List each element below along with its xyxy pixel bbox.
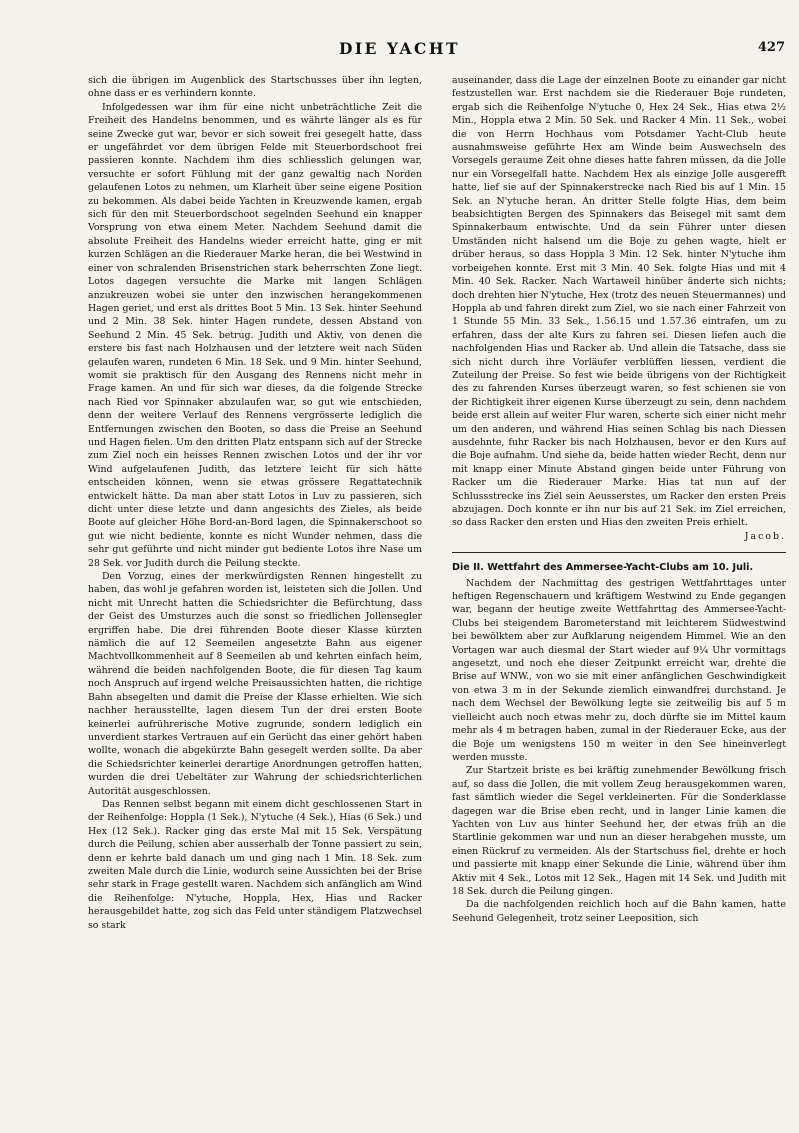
paragraph: auseinander, dass die Lage der einzelnen Boote zu einander gar nicht festzustellen war. Erst nachdem sie die Riederauer Boje rundeten, ergab sich die Reihenfolge N'ytuche 0, Hex 24 Sek., Hias etwa 2½ Min., Hoppla etwa 2 Min. 50 Sek. und Racker 4 Min. 11 Sek., wobei die von Herrn Hochhaus vom Potsdamer Yacht-Club heute ausnahmsweise geführte Hex am Winde beim Auswechseln des Vorsegels geraume Zeit ohne dieses hatte fahren müssen, da die Jolle nur ein Vorsegelfall hatte. Nachdem Hex als einzige Jolle ausgerefft hatte, lief sie auf der Spinnakerstrecke nach Ried bis auf 1 Min. 15 Sek. an N'ytuche heran. An dritter Stelle folgte Hias, dem beim beabsichtigten Bergen des Spinnakers das Beisegel mit samt dem Spinnakerbaum entwischte. Und da sein Führer unter diesen Umständen nicht halsend um die Boje zu gehen wagte, hielt er drüber heraus, so dass Hoppla 3 Min. 12 Sek. hinter N'ytuche ihm vorbeigehen konnte. Erst mit 3 Min. 40 Sek. folgte Hias und mit 4 Min. 40 Sek. Racker. Nach Wartaweil hinüber änderte sich nichts; doch drehten hier N'ytuche, Hex (trotz des neuen Steuermannes) und Hoppla ab und fahren direkt zum Ziel, wo sie nach einer Fahrzeit von 1 Stunde 55 Min. 33 Sek., 1.56.15 und 1.57.36 eintrafen, um zu erfahren, dass der alte Kurs zu fahren sei. Diesen liefen auch die nachfolgenden Hias und Racker ab. Und allein die Tatsache, dass sie sich nicht durch ihre Vorläufer verblüffen liessen, verdient die Zuteilung der Preise. So fest wie beide übrigens von der Richtigkeit des zu fahrenden Kurses überzeugt waren, so fest schienen sie von der Richtigkeit ihrer eigenen Kurse überzeugt zu sein, denn nachdem beide erst allein auf weiter Flur waren, scherte sich einer nicht mehr um den anderen, und während Hias seinen Schlag bis nach Diessen ausdehnte, fuhr Racker bis nach Holzhausen, bevor er den Kurs auf die Boje aufnahm. Und siehe da, beide hatten wieder Recht, denn nur mit knapp einer Minute Abstand gingen beide unter Führung von Racker um die Riederauer Marke. Hias tat nun auf der Schlussstrecke ins Ziel sein Aeusserstes, um Racker den ersten Preis abzujagen. Doch konnte er ihn nur bis auf 21 Sek. im Ziel erreichen, so dass Racker den ersten und Hias den zweiten Preis erhielt. — [452, 75, 786, 529]
section-heading: Die II. Wettfahrt des Ammersee-Yacht-Clubs am 10. Juli. — [452, 562, 754, 574]
paragraph: Zur Startzeit briste es bei kräftig zunehmender Bewölkung frisch auf, so dass die Jollen, die mit vollem Zeug herausgekommen waren, fast sämtlich wieder die Segel verkleinerten. Für die Sonderklasse dagegen war die Brise eben recht, und in langer Linie kamen die Yachten von Luv aus hinter Seehund her, der etwas früh an die Startlinie gekommen war und nun an dieser herabgehen musste, um einen Rückruf zu vermeiden. Als der Startschuss fiel, drehte er hoch und passierte mit knapp einer Sekunde die Linie, während über ihm Aktiv mit 4 Sek., Lotos mit 12 Sek., Hagen mit 14 Sek. und Judith mit 18 Sek. durch die Peilung gingen. — [452, 765, 786, 897]
paragraph: Da die nachfolgenden reichlich hoch auf die Bahn kamen, hatte Seehund Gelegenheit, trotz seiner Leeposition, sich — [452, 899, 786, 924]
running-header-title: DIE YACHT — [338, 39, 461, 58]
author-signature: Jacob. — [744, 530, 786, 542]
paragraph: Infolgedessen war ihm für eine nicht unbeträchtliche Zeit die Freiheit des Handelns benommen, und es währte länger als es für seine Zwecke gut war, bevor er sich soweit frei gesegelt hatte, dass er ungefährdet vor dem übrigen Felde mit Steuerbordschoot frei passieren konnte. Nachdem ihm dies schliesslich gelungen war, versuchte er sofort Fühlung mit der ganz gewaltig nach Norden gelaufenen Lotos zu nehmen, um Klarheit über seine eigene Position zu bekommen. Als dabei beide Yachten in Kreuzwende kamen, ergab sich für den mit Steuerbordschoot segelnden Seehund ein knapper Vorsprung von etwa einem Meter. Nachdem Seehund damit die absolute Freiheit des Handelns wieder erreicht hatte, ging er mit kurzen Schlägen an die Riederauer Marke heran, die bei Westwind in einer von schralenden Brisenstrichen stark beherrschten Zone liegt. Lotos dagegen versuchte die Marke mit langen Schlägen anzukreuzen wobei sie unter den inzwischen herangekommenen Hagen geriet, und erst als drittes Boot 5 Min. 13 Sek. hinter Seehund und 2 Min. 38 Sek. hinter Hagen rundete, dessen Abstand von Seehund 2 Min. 45 Sek. betrug. Judith und Aktiv, von denen die erstere bis fast nach Holzhausen und der letztere weit nach Süden gelaufen waren, rundeten 6 Min. 18 Sek. und 9 Min. hinter Seehund, womit sie praktisch für den Ausgang des Rennens nicht mehr in Frage kamen. An und für sich war dieses, da die folgende Strecke nach Ried vor Spinnaker abzulaufen war, so gut wie entschieden, denn der weitere Verlauf des Rennens vergrösserte lediglich die Entfernungen zwischen den Booten, so dass die Preise an Seehund und Hagen fielen. Um den dritten Platz entspann sich auf der Strecke zum Ziel noch ein heisses Rennen zwischen Lotos und der ihr vor Wind aufgelaufenen Judith, das letztere leicht für sich hätte entscheiden können, wenn sie etwas grössere Regattatechnik entwickelt hätte. Da man aber statt Lotos in Luv zu passieren, sich dicht unter diese letzte und dann angesichts des Zieles, als beide Boote auf gleicher Höhe Bord-an-Bord lagen, die Spinnakerschoot so gut wie nicht bediente, konnte es nicht Wunder nehmen, dass die sehr gut geführte und nicht minder gut bediente Lotos ihre Nase um 28 Sek. vor Judith durch die Peilung steckte. — [88, 101, 422, 569]
section-divider — [452, 552, 786, 553]
right-column — [452, 74, 786, 1126]
paragraph: sich die übrigen im Augenblick des Startschusses über ihn legten, ohne dass er es verhindern konnte. — [88, 75, 422, 100]
paragraph: Nachdem der Nachmittag des gestrigen Wettfahrttages unter heftigen Regenschauern und kräftigem Westwind zu Ende gegangen war, begann der heutige zweite Wettfahrttag des Ammersee-Yacht-Clubs bei steigendem Barometerstand mit leichterem Südwestwind bei bewölktem aber zur Aufklarung neigendem Himmel. Wie an den Vortagen war auch diesmal der Start wieder auf 9¼ Uhr vormittags angesetzt, und noch ehe dieser Zeitpunkt erreicht war, drehte die Brise auf WNW., von wo sie mit einer anfänglichen Geschwindigkeit von etwa 3 m in der Sekunde ziemlich einwandfrei durchstand. Je nach dem Wechsel der Bewölkung legte sie zeitweilig bis auf 5 m vielleicht auch noch etwas mehr zu, doch dürfte sie im Mittel kaum mehr als 4 m betragen haben, zumal in der Riederauer Ecke, aus der die Boje um wenigstens 150 m weiter in den See hineinverlegt werden musste. — [452, 577, 786, 763]
paragraph: Den Vorzug, eines der merkwürdigsten Rennen hingestellt zu haben, das wohl je gefahren worden ist, leisteten sich die Jollen. Und nicht mit Unrecht hatten die Schiedsrichter die Befürchtung, dass der Geist des Umsturzes auch die sonst so friedlichen Jollensegler ergriffen habe. Die drei führenden Boote dieser Klasse kürzten nämlich die auf 12 Seemeilen angesetzte Bahn aus eigener Machtvollkommenheit auf 8 Seemeilen ab und kehrten einfach heim, während die beiden nachfolgenden Boote, die für diesen Tag kaum noch Anspruch auf irgend welche Preisaussichten hatten, die richtige Bahn absegelten und damit die Preise der Klasse erhielten. Wie sich nachher herausstellte, lagen diesem Tun der drei ersten Boote keinerlei aufrührerische Motive zugrunde, sondern lediglich ein unverdient starkes Vertrauen auf ein Gerücht das einer gehört haben wollte, wonach die abgekürzte Bahn gesegelt werden sollte. Da aber die Schiedsrichter keinerlei derartige Anordnungen getroffen hatten, wurden die drei Uebeltäter zur Wahrung der schiedsrichterlichen Autorität ausgeschlossen. — [88, 571, 422, 797]
paragraph: Das Rennen selbst begann mit einem dicht geschlossenen Start in der Reihenfolge: Hoppla (1 Sek.), N'ytuche (4 Sek.), Hias (6 Sek.) und Hex (12 Sek.). Racker ging das erste Mal mit 15 Sek. Verspätung durch die Peilung, schien aber ausserhalb der Tonne passiert zu sein, denn er kehrte bald danach um und ging nach 1 Min. 18 Sek. zum zweiten Male durch die Linie, wodurch seine Aussichten bei der Brise sehr stark in Frage gestellt waren. Nachdem sich anfänglich am Wind die Reihenfolge: N'ytuche, Hoppla, Hex, Hias und Racker herausgebildet hatte, zog sich das Feld unter ständigem Platzwechsel so stark — [88, 798, 422, 931]
left-column — [88, 74, 422, 1126]
page-number: 427 — [757, 40, 785, 55]
